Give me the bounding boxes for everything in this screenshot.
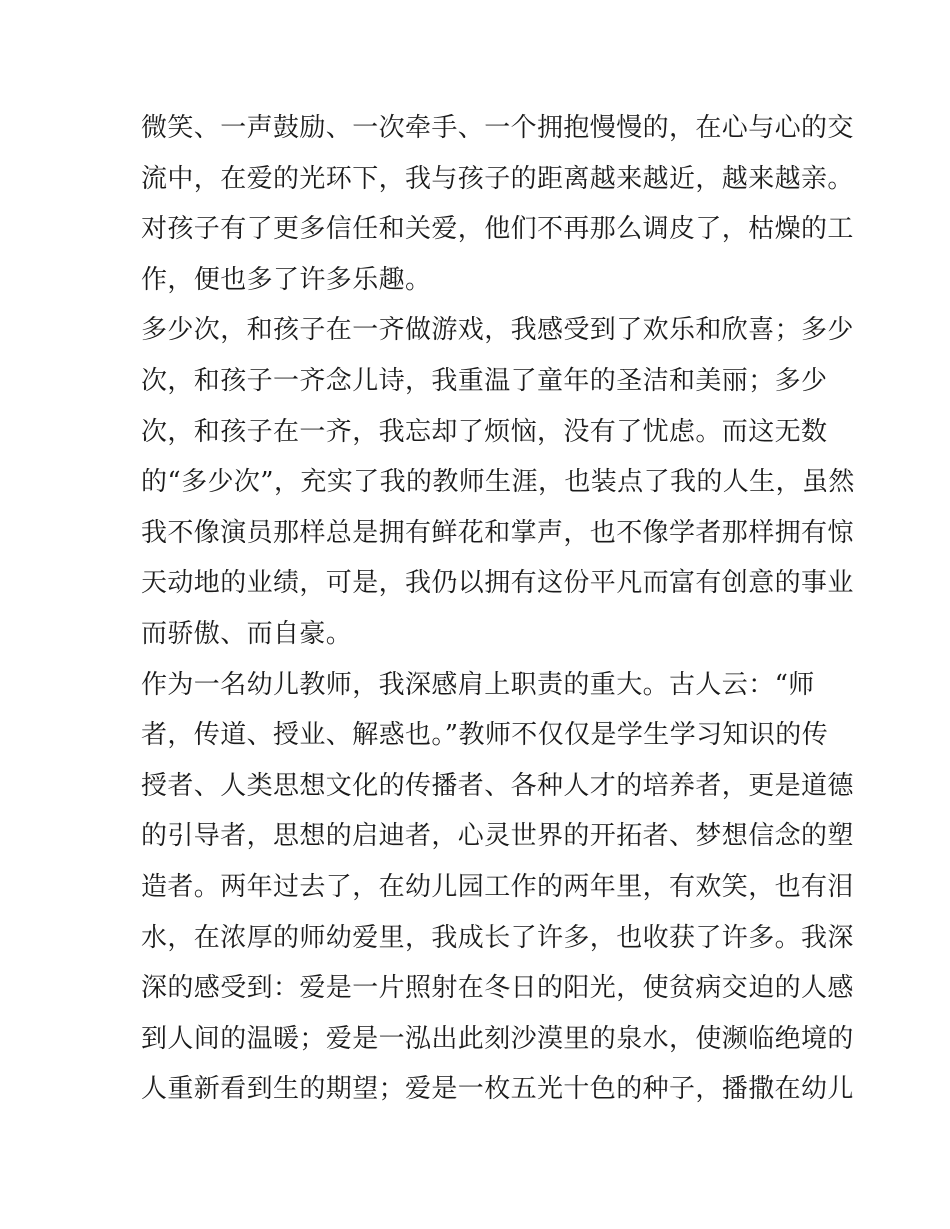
text-line: 作为一名幼儿教师，我深感肩上职责的重大。古人云：“师 [141, 669, 815, 700]
text-line: 次，和孩子在一齐，我忘却了烦恼，没有了忧虑。而这无数 [141, 416, 828, 447]
text-line: 造者。两年过去了，在幼儿园工作的两年里，有欢笑，也有泪 [141, 871, 854, 902]
text-line: 人重新看到生的期望；爱是一枚五光十色的种子，播撒在幼儿 [141, 1074, 854, 1105]
body-text [141, 103, 855, 1115]
text-line: 的“多少次”，充实了我的教师生涯，也装点了我的人生，虽然 [141, 467, 855, 498]
text-line: 深的感受到：爱是一片照射在冬日的阳光，使贫病交迫的人感 [141, 973, 854, 1004]
text-line: 多少次，和孩子在一齐做游戏，我感受到了欢乐和欣喜；多少 [141, 315, 854, 346]
text-line: 者，传道、授业、解惑也。”教师不仅仅是学生学习知识的传 [141, 720, 829, 751]
text-line: 作，便也多了许多乐趣。 [141, 264, 432, 295]
text-line: 授者、人类思想文化的传播者、各种人才的培养者，更是道德 [141, 770, 854, 801]
text-line: 对孩子有了更多信任和关爱，他们不再那么调皮了，枯燥的工 [141, 214, 854, 245]
text-line: 天动地的业绩，可是，我仍以拥有这份平凡而富有创意的事业 [141, 568, 854, 599]
text-line: 微笑、一声鼓励、一次牵手、一个拥抱慢慢的，在心与心的交 [141, 113, 854, 143]
text-line: 水，在浓厚的师幼爱里，我成长了许多，也收获了许多。我深 [141, 922, 854, 953]
text-line: 次，和孩子一齐念儿诗，我重温了童年的圣洁和美丽；多少 [141, 365, 828, 396]
text-line: 流中，在爱的光环下，我与孩子的距离越来越近，越来越亲。 [141, 163, 854, 194]
text-line: 到人间的温暖；爱是一泓出此刻沙漠里的泉水，使濒临绝境的 [141, 1023, 854, 1054]
text-line: 我不像演员那样总是拥有鲜花和掌声，也不像学者那样拥有惊 [141, 517, 854, 548]
text-line: 而骄傲、而自豪。 [141, 618, 353, 649]
text-line: 的引导者，思想的启迪者，心灵世界的开拓者、梦想信念的塑 [141, 821, 854, 852]
